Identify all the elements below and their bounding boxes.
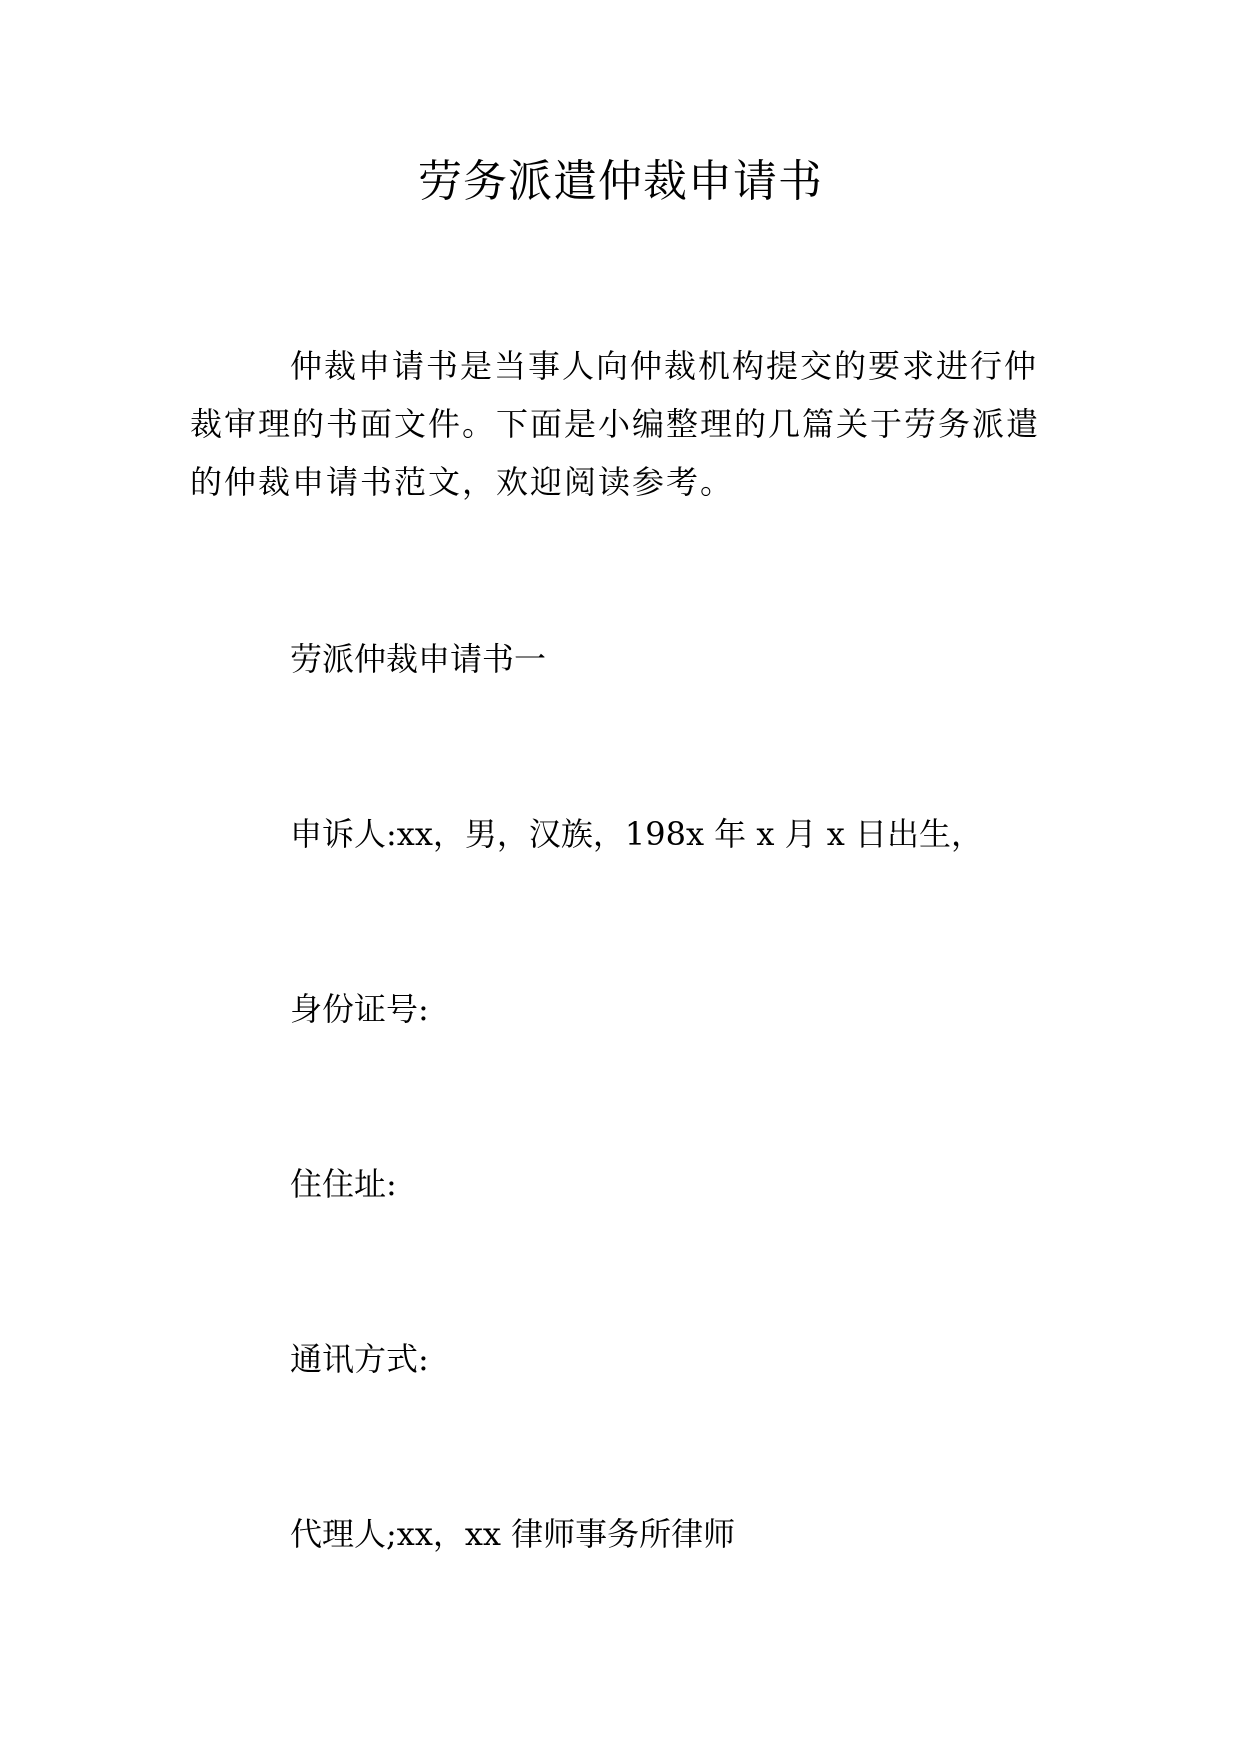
document-title: 劳务派遣仲裁申请书 — [418, 156, 823, 207]
intro-paragraph: 仲裁申请书是当事人向仲裁机构提交的要求进行仲裁审理的书面文件。下面是小编整理的几篇关于劳务派遣的仲裁申请书范文，欢迎阅读参考。 — [190, 347, 1041, 501]
applicant-line: 申诉人:xx，男，汉族，198x 年 x 月 x 日出生， — [290, 815, 983, 853]
section-heading: 劳派仲裁申请书一 — [290, 640, 547, 678]
agent-line: 代理人;xx，xx 律师事务所律师 — [290, 1515, 736, 1553]
contact-label: 通讯方式: — [290, 1340, 429, 1378]
address-label: 住住址: — [290, 1165, 397, 1203]
id-number-label: 身份证号: — [290, 990, 429, 1028]
